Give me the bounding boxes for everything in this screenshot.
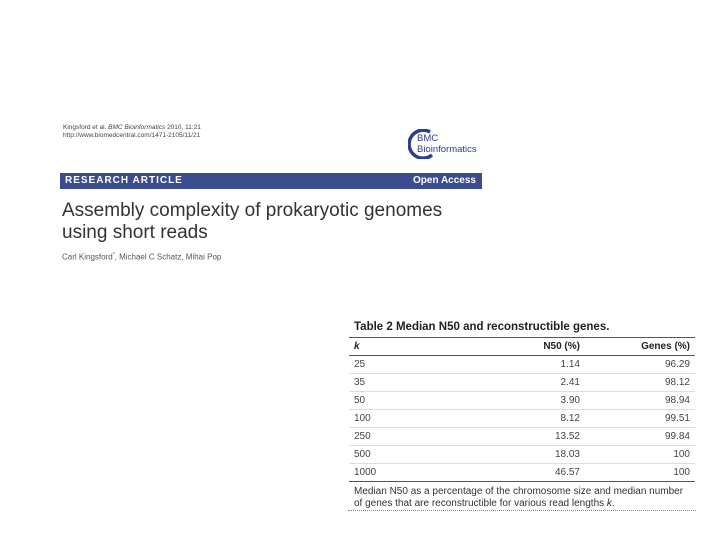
cell-n50: 1.14 [560,359,580,370]
footnote-variable: k [606,498,612,509]
table-row [349,446,695,464]
table-row [349,410,695,428]
cell-genes: 96.29 [664,359,690,370]
author-first: Carl Kingsford [62,252,113,262]
cell-n50: 8.12 [445,410,585,428]
cell-k: 35 [349,374,445,392]
citation-url[interactable]: http://www.biomedcentral.com/1471-2105/11/21 [63,132,201,139]
bottom-divider [348,510,696,511]
table-header-row [349,338,695,356]
citation-block [63,124,201,140]
cell-k: 250 [349,428,445,446]
cell-genes: 100 [585,446,695,464]
author-list [62,252,221,262]
cell-n50: 2.41 [445,374,585,392]
footnote-text: Median N50 as a percentage of the chromosome size and median number of genes that are reconstructible for various read lengths [354,486,684,509]
table-2 [349,321,695,510]
col-header-genes: Genes (%) [585,338,695,356]
cell-n50: 3.90 [445,392,585,410]
table-row [349,374,695,392]
cell-genes: 99.84 [585,428,695,446]
citation-authors: Kingsford et al. [63,124,107,131]
n50-table [349,337,695,482]
cell-genes: 99.51 [585,410,695,428]
citation-line [63,124,201,132]
author-rest: , Michael C Schatz, Mihai Pop [114,252,222,262]
table-row [349,356,695,374]
table-row [349,464,695,482]
cell-k: 50 [349,392,445,410]
cell-k: 100 [349,410,445,428]
table-footnote [349,482,695,510]
bmc-logo [408,127,488,161]
corresponding-author-mark: * [112,252,115,258]
cell-genes: 100 [585,464,695,482]
logo-line-bioinformatics: Bioinformatics [417,144,477,155]
bmc-logo-text [417,133,477,155]
title-line-1: Assembly complexity of prokaryotic genomes [62,200,443,221]
cell-n50: 18.03 [445,446,585,464]
research-article-label: RESEARCH ARTICLE [65,175,183,186]
footnote-period: . [611,498,615,509]
article-type-banner [60,173,482,189]
cell-n50: 46.57 [445,464,585,482]
logo-line-bmc: BMC [417,133,439,144]
table-row [349,392,695,410]
cell-k: 500 [349,446,445,464]
citation-journal: BMC Bioinformatics [108,124,166,131]
cell-n50: 13.52 [445,428,585,446]
open-access-label: Open Access [413,175,476,186]
citation-volume: 2010, 11:21 [167,124,201,131]
cell-k: 1000 [349,464,445,482]
col-header-n50: N50 (%) [445,338,585,356]
table-caption: Table 2 Median N50 and reconstructible genes. [354,321,610,333]
title-line-2: using short reads [62,222,208,243]
table-row [349,428,695,446]
col-header-k: k [349,338,445,356]
cell-genes: 98.94 [585,392,695,410]
cell-genes: 98.12 [585,374,695,392]
paper-title [62,200,492,244]
cell-k: 25 [354,359,366,370]
